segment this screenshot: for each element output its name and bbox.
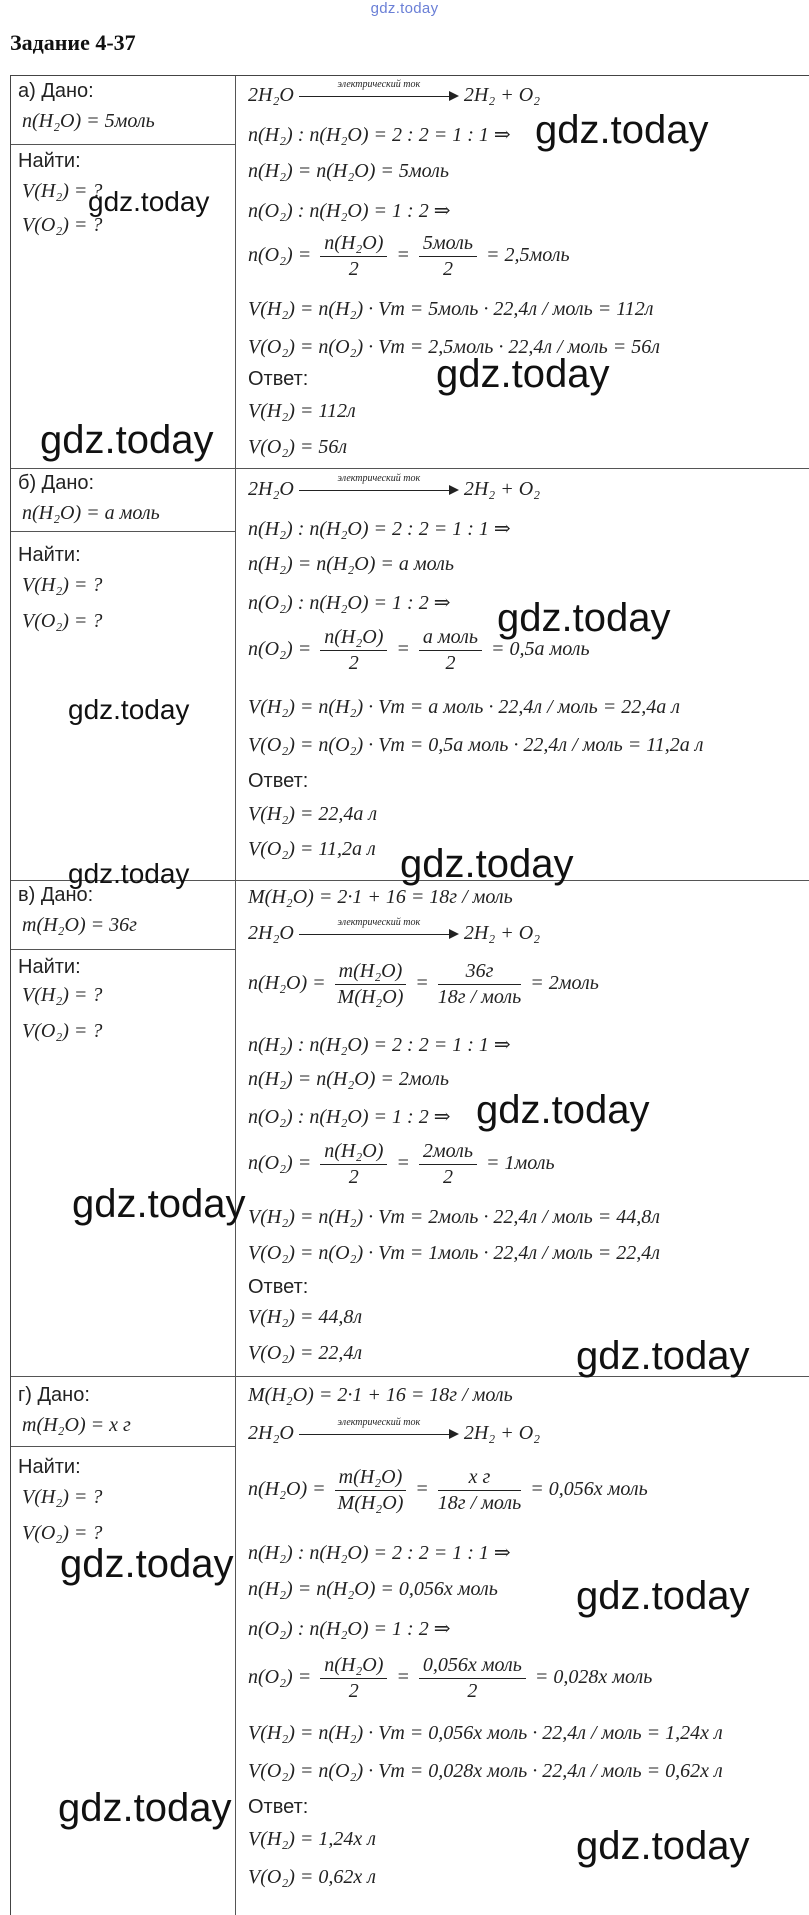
frac-rhs: = 0,028x моль — [534, 1666, 653, 1689]
answer-label: Ответ: — [248, 1276, 309, 1298]
reaction-equation — [248, 79, 541, 107]
ratio-line: n(O₂) : n(H₂O) = 1 : 2 ⇒ — [248, 200, 451, 222]
watermark: gdz.today — [40, 418, 214, 462]
frac-rhs: = 0,5a моль — [490, 638, 590, 661]
find-item: V(O₂) = ? — [22, 214, 103, 236]
fraction: $\frac{\text{n(H₂O)}}{2}$ — [320, 232, 387, 281]
fraction: $\frac{\text{x г}}{\text{18г / моль}}$ — [437, 1466, 522, 1514]
fraction-line: n(O₂) = $\frac{\text{n(H₂O)}}{2}$ = $\frac{\text{a моль}}{2}$ = 0,5a моль — [248, 626, 590, 674]
fraction: $\frac{\text{n(H₂O)}}{2}$ — [320, 1140, 387, 1189]
answer-item: V(O₂) = 22,4л — [248, 1342, 363, 1364]
reaction-right: 2H₂ + O₂ — [463, 922, 541, 944]
find-item: V(O₂) = ? — [22, 1020, 103, 1042]
fraction: $\frac{\text{m(H₂O)}}{\text{M(H₂O)}}$ — [335, 960, 407, 1009]
volume-calc: V(O₂) = n(O₂) · Vm = 0,5a моль · 22,4л / моль = 11,2a л — [248, 734, 704, 756]
amount-fraction-line: n(H₂O) = $\frac{\text{m(H₂O)}}{\text{M(H₂O)}}$ = $\frac{\text{x г}}{\text{18г / моль}}$ = 0,056x моль — [248, 1466, 648, 1514]
answer-item: V(O₂) = 0,62x л — [248, 1866, 377, 1888]
ratio-line: n(H₂) : n(H₂O) = 2 : 2 = 1 : 1 ⇒ — [248, 124, 511, 146]
frac-lhs: n(H₂O) = — [248, 1478, 326, 1501]
amount-fraction-line: n(H₂O) = $\frac{\text{m(H₂O)}}{\text{M(H₂O)}}$ = $\frac{36г}{\text{18г / моль}}$ = 2моль — [248, 960, 599, 1008]
reaction-equation — [248, 1417, 541, 1445]
volume-calc: V(H₂) = n(H₂) · Vm = 2моль · 22,4л / моль = 44,8л — [248, 1206, 660, 1228]
watermark: gdz.today — [68, 694, 190, 725]
find-item: V(O₂) = ? — [22, 610, 103, 632]
watermark: gdz.today — [476, 1088, 650, 1132]
reaction-arrow — [299, 917, 459, 945]
given-find-divider — [11, 144, 235, 145]
answer-item: V(O₂) = 56л — [248, 436, 348, 458]
frac-rhs: = 2,5моль — [485, 244, 570, 267]
frac-lhs: n(H₂O) = — [248, 972, 326, 995]
fraction: $\frac{\text{a моль}}{2}$ — [419, 626, 482, 675]
given-value: n(H₂O) = a моль — [22, 502, 160, 524]
watermark: gdz.today — [576, 1574, 750, 1618]
reaction-arrow — [299, 79, 459, 107]
answer-item: V(H₂) = 1,24x л — [248, 1828, 377, 1850]
reaction-left: 2H₂O — [248, 922, 294, 944]
watermark: gdz.today — [400, 842, 574, 886]
find-label: Найти: — [18, 150, 81, 172]
find-item: V(H₂) = ? — [22, 1486, 103, 1508]
frac-lhs: n(O₂) = — [248, 1152, 312, 1175]
find-item: V(H₂) = ? — [22, 180, 103, 202]
given-label: в) Дано: — [18, 884, 94, 906]
watermark: gdz.today — [88, 186, 210, 217]
volume-calc: V(H₂) = n(H₂) · Vm = 5моль · 22,4л / моль = 112л — [248, 298, 654, 320]
ratio-line: n(H₂) : n(H₂O) = 2 : 2 = 1 : 1 ⇒ — [248, 518, 511, 540]
amount-line: n(H₂) = n(H₂O) = 5моль — [248, 160, 449, 182]
molar-mass: M(H₂O) = 2·1 + 16 = 18г / моль — [248, 1384, 513, 1406]
answer-item: V(H₂) = 44,8л — [248, 1306, 363, 1328]
site-logo-top: gdz.today — [370, 0, 439, 17]
volume-calc: V(H₂) = n(H₂) · Vm = a моль · 22,4л / моль = 22,4a л — [248, 696, 680, 718]
frac-lhs: n(O₂) = — [248, 1666, 312, 1689]
reaction-condition: электрический ток — [337, 1417, 421, 1429]
find-label: Найти: — [18, 544, 81, 566]
given-value: m(H₂O) = 36г — [22, 914, 137, 936]
watermark: gdz.today — [535, 108, 709, 152]
find-item: V(O₂) = ? — [22, 1522, 103, 1544]
reaction-right: 2H₂ + O₂ — [463, 478, 541, 500]
fraction: $\frac{36г}{\text{18г / моль}}$ — [437, 960, 522, 1008]
frac-lhs: n(O₂) = — [248, 244, 312, 267]
frac-lhs: n(O₂) = — [248, 638, 312, 661]
reaction-arrow — [299, 473, 459, 501]
find-item: V(H₂) = ? — [22, 984, 103, 1006]
reaction-condition: электрический ток — [337, 79, 421, 91]
reaction-left: 2H₂O — [248, 84, 294, 106]
ratio-line: n(O₂) : n(H₂O) = 1 : 2 ⇒ — [248, 1106, 451, 1128]
answer-label: Ответ: — [248, 1796, 309, 1818]
amount-line: n(H₂) = n(H₂O) = 2моль — [248, 1068, 449, 1090]
fraction-line: n(O₂) = $\frac{\text{n(H₂O)}}{2}$ = $\frac{\text{5моль}}{2}$ = 2,5моль — [248, 232, 570, 280]
reaction-equation — [248, 473, 541, 501]
given-value: n(H₂O) = 5моль — [22, 110, 155, 132]
given-find-divider — [11, 1446, 235, 1447]
ratio-line: n(H₂) : n(H₂O) = 2 : 2 = 1 : 1 ⇒ — [248, 1034, 511, 1056]
ratio-line: n(O₂) : n(H₂O) = 1 : 2 ⇒ — [248, 1618, 451, 1640]
given-label: б) Дано: — [18, 472, 95, 494]
volume-calc: V(O₂) = n(O₂) · Vm = 1моль · 22,4л / моль = 22,4л — [248, 1242, 660, 1264]
molar-mass: M(H₂O) = 2·1 + 16 = 18г / моль — [248, 886, 513, 908]
reaction-condition: электрический ток — [337, 917, 421, 929]
fraction: $\frac{\text{5моль}}{2}$ — [419, 232, 477, 281]
amount-line: n(H₂) = n(H₂O) = a моль — [248, 553, 454, 575]
given-find-divider — [11, 949, 235, 950]
fraction-line: n(O₂) = $\frac{\text{n(H₂O)}}{2}$ = $\frac{\text{2моль}}{2}$ = 1моль — [248, 1140, 555, 1188]
amount-line: n(H₂) = n(H₂O) = 0,056x моль — [248, 1578, 498, 1600]
find-label: Найти: — [18, 1456, 81, 1478]
volume-calc: V(H₂) = n(H₂) · Vm = 0,056x моль · 22,4л / моль = 1,24x л — [248, 1722, 723, 1744]
ratio-line: n(O₂) : n(H₂O) = 1 : 2 ⇒ — [248, 592, 451, 614]
volume-calc: V(O₂) = n(O₂) · Vm = 2,5моль · 22,4л / моль = 56л — [248, 336, 660, 358]
watermark: gdz.today — [72, 1182, 246, 1226]
watermark: gdz.today — [60, 1542, 234, 1586]
fraction-line: n(O₂) = $\frac{\text{n(H₂O)}}{2}$ = $\frac{\text{0,056x моль}}{2}$ = 0,028x моль — [248, 1654, 653, 1702]
watermark: gdz.today — [68, 858, 190, 889]
reaction-condition: электрический ток — [337, 473, 421, 485]
frac-rhs: = 0,056x моль — [530, 1478, 648, 1501]
find-item: V(H₂) = ? — [22, 574, 103, 596]
page-title: Задание 4-37 — [10, 30, 136, 55]
answer-item: V(O₂) = 11,2a л — [248, 838, 376, 860]
given-label: а) Дано: — [18, 80, 94, 102]
ratio-line: n(H₂) : n(H₂O) = 2 : 2 = 1 : 1 ⇒ — [248, 1542, 511, 1564]
answer-item: V(H₂) = 112л — [248, 400, 356, 422]
section-divider — [11, 468, 809, 469]
watermark: gdz.today — [576, 1824, 750, 1868]
answer-label: Ответ: — [248, 368, 309, 390]
reaction-left: 2H₂O — [248, 478, 294, 500]
reaction-left: 2H₂O — [248, 1422, 294, 1444]
reaction-right: 2H₂ + O₂ — [463, 1422, 541, 1444]
answer-label: Ответ: — [248, 770, 309, 792]
watermark: gdz.today — [436, 352, 610, 396]
watermark: gdz.today — [576, 1334, 750, 1378]
watermark: gdz.today — [58, 1786, 232, 1830]
fraction: $\frac{\text{n(H₂O)}}{2}$ — [320, 1654, 387, 1703]
given-find-divider — [11, 531, 235, 532]
column-divider — [235, 76, 236, 1915]
fraction: $\frac{\text{m(H₂O)}}{\text{M(H₂O)}}$ — [335, 1466, 407, 1515]
answer-item: V(H₂) = 22,4a л — [248, 803, 378, 825]
fraction: $\frac{\text{0,056x моль}}{2}$ — [419, 1654, 526, 1703]
find-label: Найти: — [18, 956, 81, 978]
given-value: m(H₂O) = x г — [22, 1414, 131, 1436]
reaction-arrow — [299, 1417, 459, 1445]
given-label: г) Дано: — [18, 1384, 90, 1406]
frac-rhs: = 2моль — [530, 972, 599, 995]
reaction-equation — [248, 917, 541, 945]
volume-calc: V(O₂) = n(O₂) · Vm = 0,028x моль · 22,4л / моль = 0,62x л — [248, 1760, 723, 1782]
reaction-right: 2H₂ + O₂ — [463, 84, 541, 106]
watermark: gdz.today — [497, 596, 671, 640]
frac-rhs: = 1моль — [485, 1152, 555, 1175]
fraction: $\frac{\text{2моль}}{2}$ — [419, 1140, 477, 1189]
fraction: $\frac{\text{n(H₂O)}}{2}$ — [320, 626, 387, 675]
